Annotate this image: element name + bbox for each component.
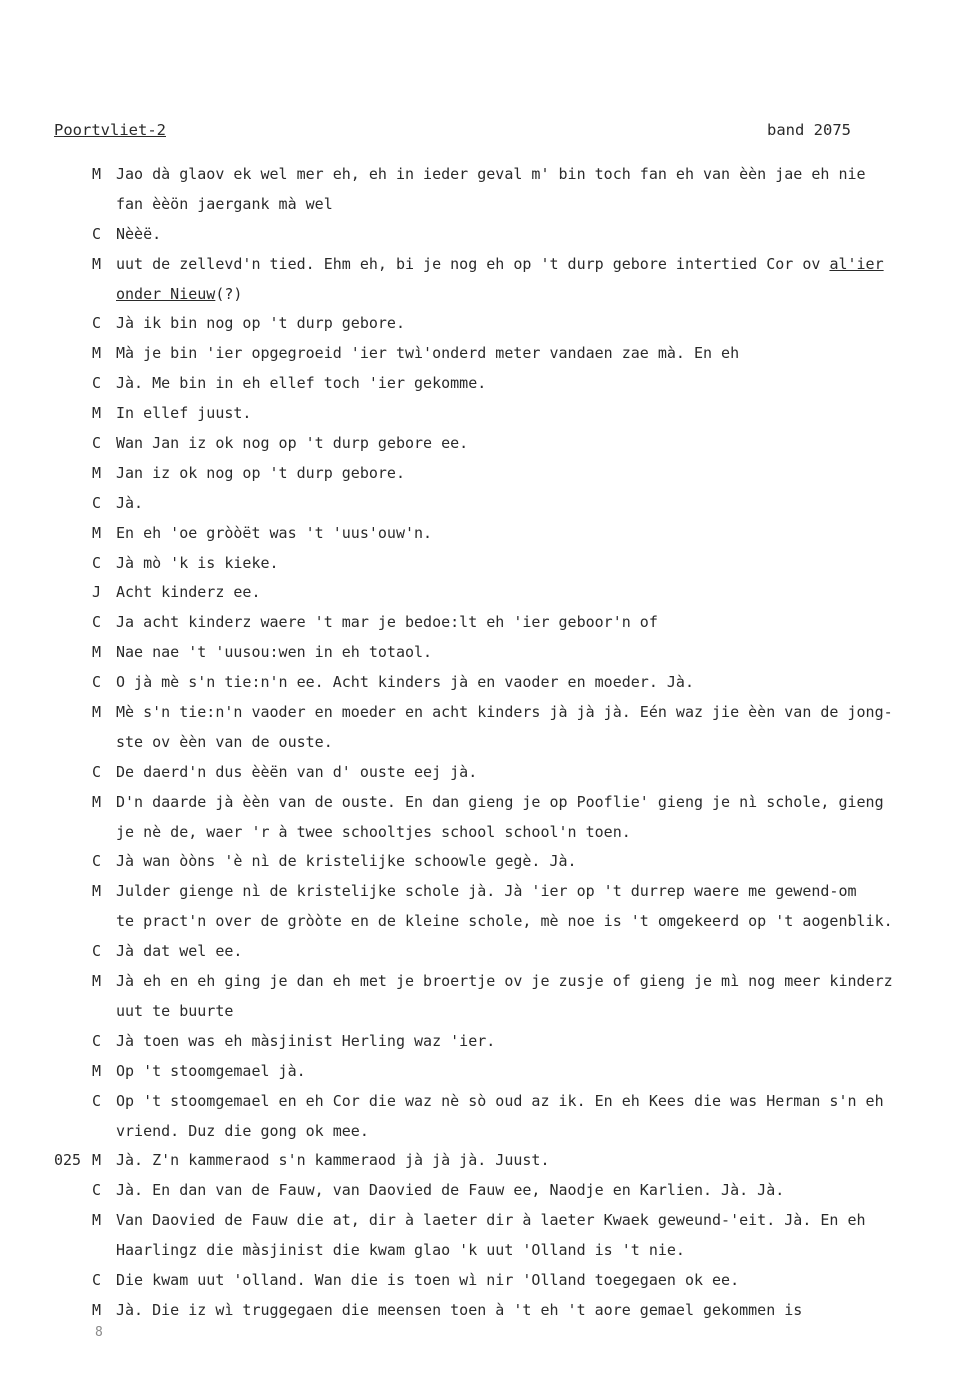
transcript-line [0,1027,979,1057]
transcript-line [0,309,979,339]
underlined-text: onder Nieuw [116,284,216,303]
transcript-line [0,1117,979,1147]
transcript-line [0,399,979,429]
line-text-main: Jan iz ok nog op 't durp gebore. [116,463,405,482]
speaker-label: C [92,374,102,393]
line-text [116,907,893,937]
line-text [116,758,477,788]
line-text-main: uut de zellevd'n tied. Ehm eh, bi je nog eh op 't durp gebore intertied Cor ov [116,254,830,273]
line-text-main: Haarlingz die màsjinist die kwam glao 'k uut 'Olland is 't nie. [116,1241,685,1260]
speaker-label: C [92,1270,102,1289]
speaker-label: C [92,1031,102,1050]
speaker-label: M [92,792,102,811]
line-text [116,309,405,339]
transcript-line [0,578,979,608]
line-text-main: Van Daovied de Fauw die at, dir à laeter dir à laeter Kwaek geweund-'eit. Jà. En eh [116,1211,866,1230]
line-text [116,459,405,489]
speaker-label: J [92,583,102,602]
line-text-main: Jà wan òòns 'è nì de kristelijke schoowle gegè. Jà. [116,852,577,871]
line-text-main: Jao dà glaov ek wel mer eh, eh in ieder geval m' bin toch fan eh van èèn jae eh nie [116,165,866,183]
line-text [116,967,893,997]
line-text-main: Mà je bin 'ier opgegroeid 'ier twì'onderd meter vandaen zae mà. En eh [116,344,740,363]
transcript-line [0,638,979,668]
line-text-main: Jà. Z'n kammeraod s'n kammeraod jà jà jà. Juust. [116,1151,550,1170]
line-text-main: Jà. [116,493,144,512]
line-text-main: Ja acht kinderz waere 't mar je bedoe:lt eh 'ier geboor'n of [116,613,658,632]
line-text-main: Jà ik bin nog op 't durp gebore. [116,314,405,333]
line-text [116,847,577,877]
speaker-label: C [92,1091,102,1110]
line-text [116,877,857,907]
line-text [116,369,486,399]
speaker-label: C [92,224,102,243]
line-text [116,818,631,848]
line-text [116,1176,784,1206]
speaker-label: M [92,463,102,482]
transcript-line [0,1057,979,1087]
line-text-main: In ellef juust. [116,404,252,423]
line-text-main: D'n daarde jà èèn van de ouste. En dan gieng je op Pooflie' gieng je nì schole, gieng [116,792,884,811]
line-text-main: Jà. En dan van de Fauw, van Daovied de Fauw ee, Naodje en Karlien. Jà. Jà. [116,1181,785,1200]
line-text-main: te pract'n over de gròòte en de kleine schole, mè noe is 't omgekeerd op 't aogenblik. [116,912,893,931]
speaker-label: C [92,314,102,333]
transcript-line [0,369,979,399]
transcript [0,160,979,1326]
speaker-label: C [92,852,102,871]
line-text-main: Jà toen was eh màsjinist Herling waz 'ier. [116,1031,496,1050]
transcript-line [0,907,979,937]
transcript-line [0,728,979,758]
line-text [116,1206,866,1236]
transcript-line [0,1266,979,1296]
line-text [116,399,251,429]
transcript-line [0,220,979,250]
transcript-line [0,519,979,549]
speaker-label: C [92,613,102,632]
transcript-line [0,160,979,190]
speaker-label: C [92,942,102,961]
line-text-main: O jà mè s'n tie:n'n ee. Acht kinders jà en vaoder en moeder. Jà. [116,673,694,692]
line-text [116,1236,685,1266]
transcript-line [0,1087,979,1117]
transcript-line [0,1296,979,1326]
speaker-label: M [92,1061,102,1080]
line-text-main: Jà. Me bin in eh ellef toch 'ier gekomme. [116,374,487,393]
speaker-label: M [92,643,102,662]
line-text-main: je nè de, waer 'r à twee schooltjes school school'n toen. [116,822,631,841]
speaker-label: M [92,344,102,363]
line-text-main: uut te buurte [116,1001,234,1020]
line-text-main: Acht kinderz ee. [116,583,261,602]
line-text [116,728,333,758]
tape-number: band 2075 [767,121,851,139]
speaker-label: C [92,762,102,781]
line-text [116,220,161,250]
line-text-main: Op 't stoomgemael en eh Cor die waz nè sò oud az ik. En eh Kees die was Herman s'n eh [116,1091,884,1110]
speaker-label: M [92,404,102,423]
line-text [116,339,739,369]
line-text-main: Nae nae 't 'uusou:wen in eh totaol. [116,643,433,662]
transcript-line [0,758,979,788]
transcript-line [0,1146,979,1176]
speaker-label: M [92,165,102,183]
line-text-main: fan èèön jaergank mà wel [116,194,333,213]
line-text [116,788,884,818]
transcript-line [0,1206,979,1236]
line-text-main: Jà eh en eh ging je dan eh met je broertje ov je zusje of gieng je mì nog meer kinderz [116,972,893,991]
transcript-line [0,339,979,369]
line-text [116,549,279,579]
transcript-line [0,877,979,907]
line-text [116,638,432,668]
line-text [116,519,432,549]
speaker-label: M [92,972,102,991]
counter-number: 025 [54,1151,82,1170]
speaker-label: M [92,703,102,722]
line-text-main: Jà. Die iz wì truggegaen die meensen toen à 't eh 't aore gemael gekommen is [116,1300,803,1319]
line-text-main: Julder gienge nì de kristelijke schole jà. Jà 'ier op 't durrep waere me gewend-om [116,882,857,901]
transcript-line [0,1236,979,1266]
line-text [116,160,866,190]
line-text [116,698,893,728]
line-text-main: Jà mò 'k is kieke. [116,553,279,572]
line-text [116,1057,306,1087]
line-text [116,1296,802,1326]
transcript-line [0,429,979,459]
transcript-line [0,280,979,310]
speaker-label: M [92,1300,102,1319]
speaker-label: M [92,523,102,542]
line-text [116,937,242,967]
line-text [116,190,333,220]
line-text-main: Mè s'n tie:n'n vaoder en moeder en acht kinders jà jà jà. Eén waz jie èèn van de jong- [116,703,893,722]
transcript-line [0,967,979,997]
page-mark: 8 [95,1325,103,1340]
line-text-main: Die kwam uut 'olland. Wan die is toen wì nir 'Olland toegegaen ok ee. [116,1270,740,1289]
speaker-label: M [92,1151,102,1170]
line-text [116,250,884,280]
line-text [116,1117,369,1147]
transcript-line [0,818,979,848]
speaker-label: C [92,673,102,692]
speaker-label: C [92,553,102,572]
transcript-line [0,698,979,728]
line-text [116,429,468,459]
speaker-label: M [92,254,102,273]
transcript-line [0,459,979,489]
line-text-main: vriend. Duz die gong ok mee. [116,1121,369,1140]
transcript-line [0,847,979,877]
speaker-label: C [92,493,102,512]
line-text [116,578,261,608]
transcript-line [0,997,979,1027]
speaker-label: C [92,1181,102,1200]
line-text-main: Nèèë. [116,224,162,243]
line-text [116,668,694,698]
transcript-line [0,489,979,519]
document-title: Poortvliet-2 [54,121,166,139]
line-text-main: De daerd'n dus èèën van d' ouste eej jà. [116,762,478,781]
line-text-main: Op 't stoomgemael jà. [116,1061,306,1080]
transcript-line [0,250,979,280]
transcript-line [0,937,979,967]
line-text-after: (?) [215,284,243,303]
transcript-line [0,608,979,638]
line-text [116,608,658,638]
line-text-main: Jà dat wel ee. [116,942,243,961]
speaker-label: M [92,1211,102,1230]
line-text-main: ste ov èèn van de ouste. [116,732,333,751]
line-text [116,1266,739,1296]
line-text [116,1027,495,1057]
transcript-line [0,190,979,220]
underlined-text: al'ier [829,254,884,273]
speaker-label: M [92,882,102,901]
speaker-label: C [92,434,102,453]
line-text [116,1146,549,1176]
line-text [116,280,242,310]
line-text [116,997,233,1027]
transcript-line [0,668,979,698]
transcript-line [0,788,979,818]
line-text-main: En eh 'oe gròòët was 't 'uus'ouw'n. [116,523,433,542]
line-text [116,489,143,519]
transcript-line [0,549,979,579]
transcript-line [0,1176,979,1206]
line-text-main: Wan Jan iz ok nog op 't durp gebore ee. [116,434,469,453]
line-text [116,1087,884,1117]
